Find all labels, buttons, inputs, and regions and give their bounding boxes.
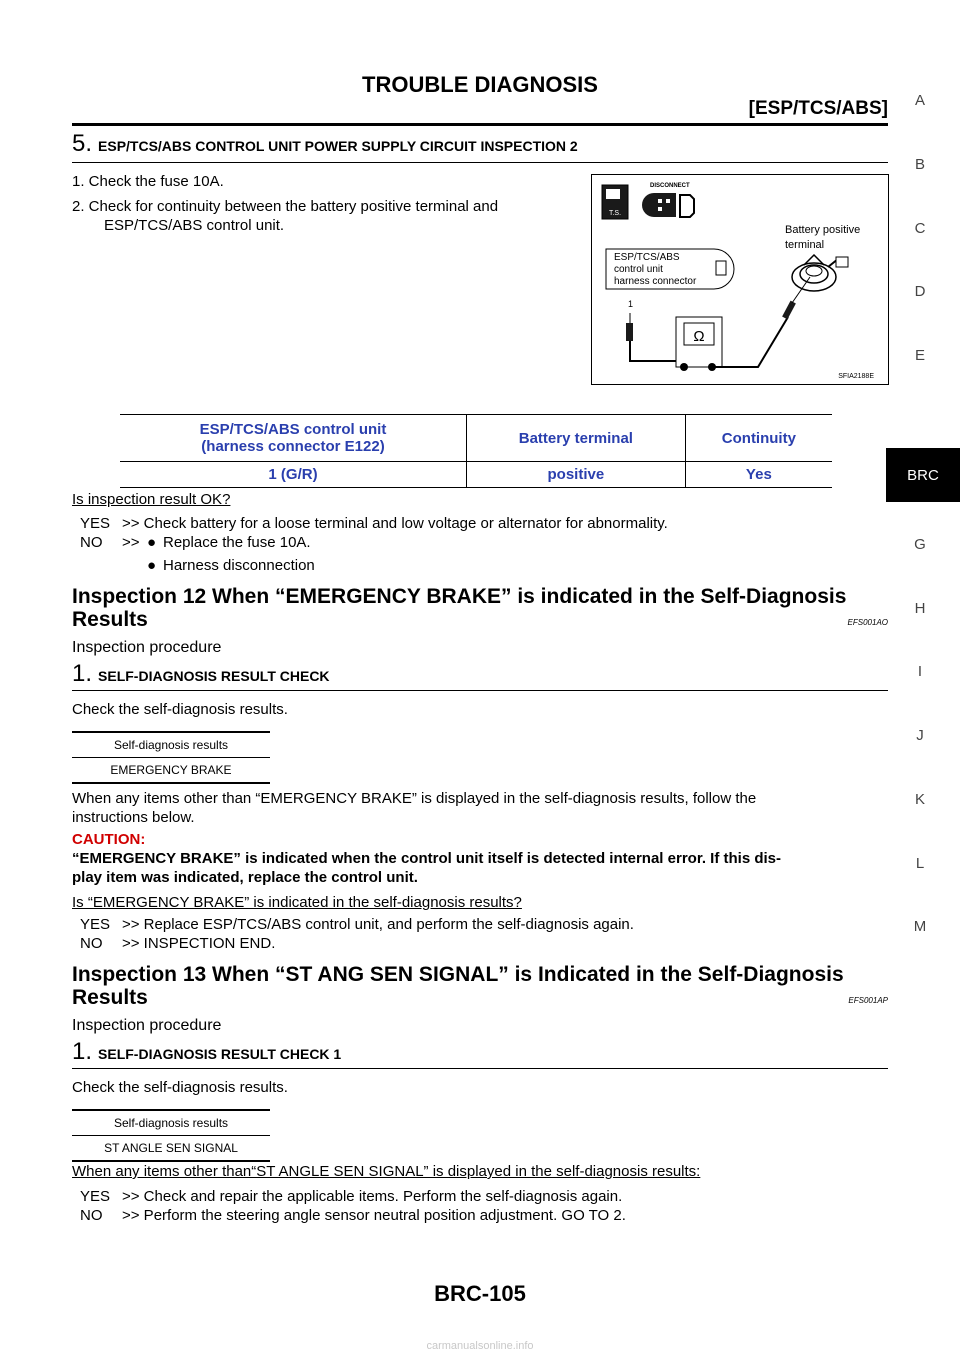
inspection12-para-2: instructions below.	[72, 809, 195, 826]
result-table-header: Self-diagnosis results	[72, 1109, 270, 1136]
inspection13-check: Check the self-diagnosis results.	[72, 1079, 288, 1096]
inspection12-step-heading	[72, 660, 330, 688]
inspection12-no-text: >> INSPECTION END.	[122, 935, 276, 952]
caution-text-1: “EMERGENCY BRAKE” is indicated when the control unit itself is detected internal error. If this dis-	[72, 850, 781, 867]
step5-item-1: 1. Check the fuse 10A.	[72, 173, 224, 190]
step5-no-label: NO	[80, 534, 103, 551]
table-header-control-unit: ESP/TCS/ABS control unit (harness connector E122)	[120, 415, 467, 462]
step5-item-2: 2. Check for continuity between the battery positive terminal and	[72, 198, 499, 215]
index-tab-g[interactable]: G	[914, 536, 926, 553]
step5-number: 5.	[72, 130, 93, 157]
inspection13-result-table	[72, 1109, 270, 1162]
table-cell-battery: positive	[467, 462, 686, 488]
result-table-value: EMERGENCY BRAKE	[72, 758, 270, 784]
continuity-table	[120, 414, 832, 488]
inspection12-step-number: 1.	[72, 660, 93, 687]
table-header-continuity: Continuity	[685, 415, 832, 462]
caution-text-2: play item was indicated, replace the control unit.	[72, 869, 418, 886]
caution-label: CAUTION:	[72, 831, 146, 848]
page-number: BRC-105	[434, 1281, 526, 1306]
step5-question: Is inspection result OK?	[72, 491, 231, 508]
svg-text:T.S.: T.S.	[608, 210, 622, 217]
inspection13-step-heading	[72, 1038, 341, 1066]
inspection12-title-2: Results	[72, 608, 148, 631]
table-cell-terminal: 1 (G/R)	[120, 462, 467, 488]
table-row	[120, 462, 832, 488]
index-tab-l[interactable]: L	[915, 855, 925, 872]
index-tab-m[interactable]: M	[913, 918, 927, 935]
index-tab-brc-active[interactable]: BRC	[886, 448, 960, 502]
inspection13-question: When any items other than“ST ANGLE SEN SIGNAL” is displayed in the self-diagnosis results:	[72, 1163, 701, 1180]
inspection13-yes-text: >> Check and repair the applicable items. Perform the self-diagnosis again.	[122, 1188, 623, 1205]
index-tab-d[interactable]: D	[914, 283, 926, 300]
index-tab-b[interactable]: B	[914, 156, 925, 173]
inspection12-para-1: When any items other than “EMERGENCY BRAKE” is displayed in the self-diagnosis results, follow the	[72, 790, 757, 807]
index-tab-h[interactable]: H	[914, 600, 926, 617]
svg-text:DISCONNECT: DISCONNECT	[650, 183, 690, 189]
svg-text:Ω: Ω	[693, 328, 705, 345]
connector-label-3: harness connector	[614, 276, 697, 287]
inspection13-step-number: 1.	[72, 1038, 93, 1065]
result-table-header: Self-diagnosis results	[72, 731, 270, 758]
bullet-icon: ●	[147, 534, 157, 551]
figure-code: SFIA2188E	[838, 373, 874, 380]
inspection13-yes-label: YES	[80, 1188, 111, 1205]
inspection13-title-2: Results	[72, 986, 148, 1009]
battery-label-1: Battery positive	[785, 224, 861, 236]
section-subtitle: [ESP/TCS/ABS]	[748, 98, 888, 119]
step5-no-prefix: >>	[122, 534, 140, 551]
inspection12-result-table	[72, 731, 270, 784]
step5-no-item-1: Replace the fuse 10A.	[163, 534, 311, 551]
index-tab-c[interactable]: C	[914, 220, 926, 237]
step5-heading	[72, 130, 578, 158]
inspection13-no-label: NO	[80, 1207, 103, 1224]
table-header-row	[120, 415, 832, 462]
inspection12-rule	[72, 690, 888, 691]
inspection13-ref: EFS001AP	[848, 996, 888, 1005]
index-tab-j[interactable]: J	[916, 727, 924, 744]
ts-icon	[602, 185, 628, 219]
inspection12-question: Is “EMERGENCY BRAKE” is indicated in the self-diagnosis results?	[72, 894, 522, 911]
header-rule	[72, 123, 888, 126]
connector-label-1: ESP/TCS/ABS	[614, 252, 680, 263]
page-title: TROUBLE DIAGNOSIS	[362, 72, 598, 97]
index-tab-k[interactable]: K	[914, 791, 925, 808]
index-tab-a[interactable]: A	[914, 92, 925, 109]
step5-item-2-cont: ESP/TCS/ABS control unit.	[104, 217, 285, 234]
inspection12-no-label: NO	[80, 935, 103, 952]
continuity-diagram	[591, 174, 889, 385]
inspection12-yes-label: YES	[80, 916, 111, 933]
inspection12-procedure: Inspection procedure	[72, 639, 222, 656]
inspection13-procedure: Inspection procedure	[72, 1017, 222, 1034]
table-header-battery-terminal: Battery terminal	[467, 415, 686, 462]
inspection12-ref: EFS001AO	[847, 618, 888, 627]
step5-yes-label: YES	[80, 515, 111, 532]
connector-label-2: control unit	[614, 264, 663, 275]
inspection12-yes-text: >> Replace ESP/TCS/ABS control unit, and perform the self-diagnosis again.	[122, 916, 634, 933]
battery-terminal-icon	[792, 255, 848, 291]
inspection13-title-1: Inspection 13 When “ST ANG SEN SIGNAL” is Indicated in the Self-Diagnosis	[72, 963, 844, 986]
watermark: carmanualsonline.info	[426, 1340, 534, 1352]
disconnect-icon	[642, 183, 694, 217]
step5-rule	[72, 162, 888, 163]
inspection12-step-title: SELF-DIAGNOSIS RESULT CHECK	[98, 668, 330, 684]
inspection13-no-text: >> Perform the steering angle sensor neutral position adjustment. GO TO 2.	[122, 1207, 626, 1224]
pin-label: 1	[628, 299, 634, 309]
result-table-value: ST ANGLE SEN SIGNAL	[72, 1136, 270, 1162]
index-tab-i[interactable]: I	[917, 663, 923, 680]
table-cell-continuity: Yes	[685, 462, 832, 488]
inspection13-step-title: SELF-DIAGNOSIS RESULT CHECK 1	[98, 1046, 342, 1062]
ohmmeter-icon	[676, 317, 722, 371]
step5-title: ESP/TCS/ABS CONTROL UNIT POWER SUPPLY CIRCUIT INSPECTION 2	[98, 138, 578, 154]
inspection13-rule	[72, 1068, 888, 1069]
battery-label-2: terminal	[785, 239, 825, 251]
inspection12-title-1: Inspection 12 When “EMERGENCY BRAKE” is indicated in the Self-Diagnosis	[72, 585, 847, 608]
index-tab-e[interactable]: E	[914, 347, 925, 364]
step5-yes-text: >> Check battery for a loose terminal and low voltage or alternator for abnormality.	[122, 515, 668, 532]
step5-no-item-2: Harness disconnection	[163, 557, 315, 574]
inspection12-check: Check the self-diagnosis results.	[72, 701, 288, 718]
bullet-icon: ●	[147, 557, 157, 574]
